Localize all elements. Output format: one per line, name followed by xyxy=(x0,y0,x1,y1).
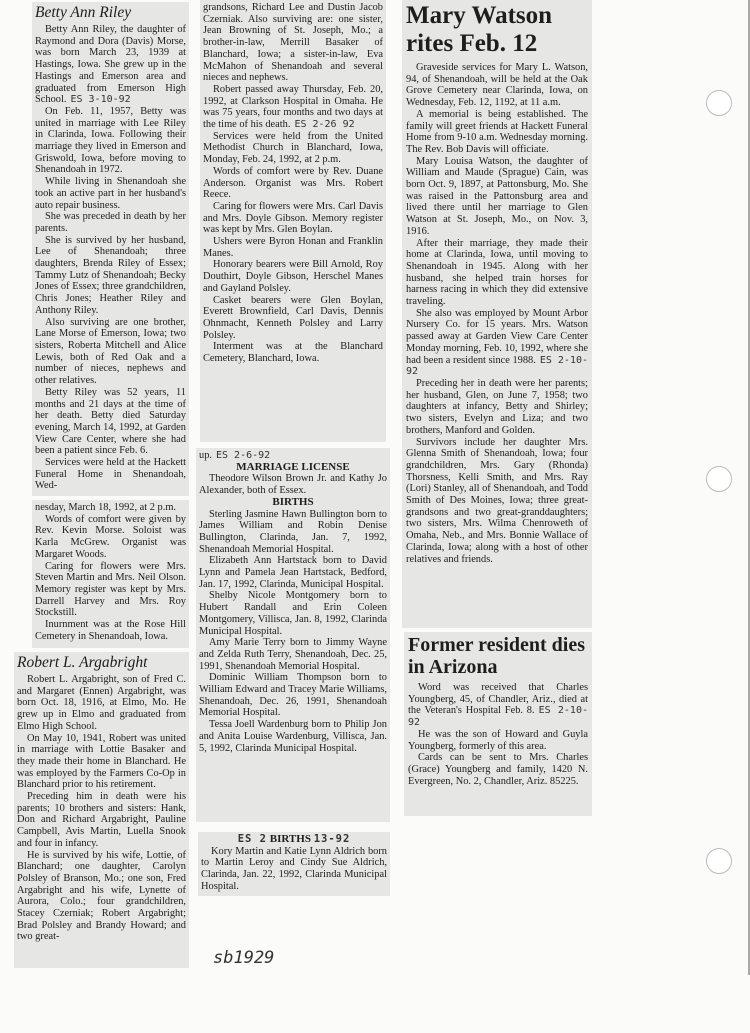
youngberg-p3: Cards can be sent to Mrs. Charles (Grace) Youngberg and family, 1420 N. Evergreen, No. 2, Chandler, Ariz. 85225. xyxy=(408,752,588,787)
watson-p3: Mary Louisa Watson, the daughter of William and Maude (Sprague) Cain, was born Oct. 9, 1897, at Pattonsburg, Mo. She was raised in the Pattonsburg area and lived there until her marriage to Glen Watson at St. Joseph, Mo., on Nov. 3, 1916. xyxy=(406,155,588,237)
youngberg-p1: Word was received that Charles Youngberg, 45, of Chandler, Ariz., died at the Veteran's Hospital Feb. 8. ES 2-10-92 xyxy=(408,682,588,729)
birth-entry-6: Tessa Joell Wardenburg born to Philip Jon and Anita Louise Wardenburg, Villisca, Jan. 5, 1992, Clarinda Municipal Hospital. xyxy=(199,719,387,754)
clipping-riley-cont xyxy=(32,500,189,648)
birth-entry-aldrich: Kory Martin and Katie Lynn Aldrich born to Martin Leroy and Cindy Sue Aldrich, Clarinda, Jan. 22, 1992, Clarinda Municipal Hospital. xyxy=(201,845,387,892)
watson-p4: After their marriage, they made their home at Clarinda, Iowa, until moving to Shenandoah in 1945. Along with her husband, she helped train horses for harness racing in which they did extensive traveling. xyxy=(406,237,588,308)
youngberg-p2: He was the son of Howard and Guyla Youngberg, formerly of this area. xyxy=(408,728,588,752)
riley-cont-p3: Caring for flowers were Mrs. Steven Martin and Mrs. Neil Olson. Memory register was kept by Mrs. Darrell Harvey and Mrs. Roy Stockstill. xyxy=(35,560,186,619)
argabright-cont-p8: Casket bearers were Glen Boylan, Everett Brownfield, Carl Davis, Dennis Ohnmacht, Kenneth Polsley and Larry Polsley. xyxy=(203,294,383,341)
argabright-cont-p1: grandsons, Richard Lee and Dustin Jacob Czerniak. Also surviving are: one sister, Jean Browning of St. Joseph, Mo.; a brother-in-law, Merrill Basaker of Blanchard, Iowa; a sister-in-law, Eva McMahon of Shenandoah and several nieces and nephews. xyxy=(203,2,383,84)
obit-name-riley: Betty Ann Riley xyxy=(35,4,132,21)
headline-watson: Mary Watson rites Feb. 12 xyxy=(406,2,553,57)
obit-name-argabright: Robert L. Argabright xyxy=(17,654,148,671)
clipping-births-2 xyxy=(198,832,390,896)
births-heading-2: ES 2 BIRTHS 13-92 xyxy=(237,833,351,845)
riley-p4: She was preceded in death by her parents. xyxy=(35,211,186,234)
marriage-license-heading: MARRIAGE LICENSE xyxy=(236,460,350,473)
birth-entry-1: Sterling Jasmine Hawn Bullington born to James William and Robin Denise Bullington, Clarinda, Jan. 7, 1992, Shenandoah Memorial Hospital. xyxy=(199,508,387,555)
watson-p5: She also was employed by Mount Arbor Nursery Co. for 15 years. Mrs. Watson passed away at Garden View Care Center Monday morning, Feb. 10, 1992, where she had been a resident since 1988. ES 2-10-92 xyxy=(406,307,589,378)
binder-hole-top xyxy=(706,90,732,116)
birth-entry-2: Elizabeth Ann Hartstack born to David Lynn and Pamela Jean Hartstack, Bedford, Jan. 17, 1992, Clarinda, Municipal Hospital. xyxy=(199,555,387,590)
clipping-youngberg xyxy=(404,632,592,816)
handwritten-date: ES 2-26 92 xyxy=(294,119,355,131)
riley-p6: Also surviving are one brother, Lane Morse of Emerson, Iowa; two sisters, Roberta Mitchell and Alice Lewis, both of Red Oak and a number of nieces, nephews and other relatives. xyxy=(35,316,186,387)
argabright-cont-p7: Honorary bearers were Bill Arnold, Roy Douthirt, Doyle Gibson, Herschel Manes and Gayland Polsley. xyxy=(203,259,383,294)
binder-hole-middle xyxy=(706,466,732,492)
riley-cont-p2: Words of comfort were given by Rev. Kevin Morse. Soloist was Karla McGrew. Organist was Margaret Woods. xyxy=(35,513,186,560)
birth-entry-3: Shelby Nicole Montgomery born to Hubert Randall and Erin Coleen Montgomery, Villisca, Jan. 8, 1992, Clarinda Municipal Hospital. xyxy=(199,590,387,637)
riley-p7: Betty Riley was 52 years, 11 months and 21 days at the time of her death. Betty died Saturday evening, March 14, 1992, at Garden View Care Center, where she had been a patient since Feb. 6. xyxy=(35,386,186,457)
argabright-p2: On May 10, 1941, Robert was united in marriage with Lottie Basaker and they made their home in Blanchard. He was employed by the Farmers Co-Op in Blanchard prior to his retirement. xyxy=(17,732,186,791)
argabright-cont-p5: Caring for flowers were Mrs. Carl Davis and Mrs. Doyle Gibson. Memory register was kept by Mrs. Glen Boylan. xyxy=(203,200,383,236)
watson-p7: Survivors include her daughter Mrs. Glenna Smith of Shenandoah, Iowa; four grandchildren, Mrs. Gary (Rhonda) Thorsness, Kelli Smith, and Mrs. Ray (Lori) Stanley, all of Shenandoah, and Todd Smith of Des Moines, Iowa; three great-grandsons and two great-granddaughters; two sisters, Mrs. Wilma Chenroweth of Omaha, Neb., and Mrs. Bonnie Wallace of Clarinda, Iowa; along with a host of other relatives and friends. xyxy=(406,436,588,565)
argabright-cont-p4: Words of comfort were by Rev. Duane Anderson. Organist was Mrs. Robert Reece. xyxy=(203,165,383,201)
headline-youngberg: Former resident dies in Arizona xyxy=(408,634,586,678)
argabright-cont-p9: Interment was at the Blanchard Cemetery, Blanchard, Iowa. xyxy=(203,341,383,365)
argabright-p1: Robert L. Argabright, son of Fred C. and Margaret (Ennen) Argabright, was born Oct. 18, 1916, at Elmo, Mo. He grew up in Elmo and graduated from Elmo High School. xyxy=(17,674,186,732)
argabright-p4: He is survived by his wife, Lottie, of Blanchard; one daughter, Carolyn Polsley of Branson, Mo.; one son, Fred Argabright and his wife, Lynette of Aurora, Colo.; four grandchildren, Stacey Czerniak; Robert Argabright; Brad Polsley and Brandy Howard; and two great- xyxy=(17,849,186,943)
argabright-p3: Preceding him in death were his parents; 10 brothers and sisters: Hank, Don and Richard Argabright, Pauline Campbell, Avis Martin, Luella Snook and four in infancy. xyxy=(17,791,186,849)
argabright-cont-p6: Ushers were Byron Honan and Franklin Manes. xyxy=(203,236,383,259)
birth-entry-4: Amy Marie Terry born to Jimmy Wayne and Zelda Ruth Terry, Shenandoah, Dec. 25, 1991, Shenandoah Memorial Hospital. xyxy=(199,637,387,672)
riley-p5: She is survived by her husband, Lee of Shenandoah; three daughters, Brenda Riley of Essex; Tammy Lutz of Shenandoah; Becky Jones of Essex; three grandchildren, Chris Jones; Heather Riley and Anthony Riley. xyxy=(35,234,186,316)
handwritten-date: ES 2-10-92 xyxy=(408,705,588,729)
clipping-argabright xyxy=(14,652,189,968)
riley-p8: Services were held at the Hackett Funeral Home in Shenandoah, Wed- xyxy=(35,457,186,492)
clipping-records xyxy=(196,448,390,822)
clipping-riley xyxy=(32,2,189,496)
riley-cont-p4: Inurnment was at the Rose Hill Cemetery in Shenandoah, Iowa. xyxy=(35,619,186,642)
birth-entry-5: Dominic William Thompson born to William Edward and Tracey Marie Williams, Shenandoah, Dec. 26, 1991, Shenandoah Memorial Hospital. xyxy=(199,672,387,719)
handwritten-date: ES 3-10-92 xyxy=(70,94,131,106)
riley-p1: Betty Ann Riley, the daughter of Raymond and Dora (Davis) Morse, was born March 23, 1939 at Hastings, Iowa. She grew up in the Hastings and Emerson area and graduated from Emerson High School. ES 3-10-92 xyxy=(35,24,186,106)
argabright-cont-p3: Services were held from the United Methodist Church in Blanchard, Iowa, Monday, Feb. 24, 1992, at 2 p.m. xyxy=(203,130,383,166)
clipping-watson xyxy=(402,0,592,628)
births-heading: BIRTHS xyxy=(272,495,314,508)
handwritten-date: ES 2-6-92 xyxy=(216,450,271,461)
handwritten-date: ES 2-10-92 xyxy=(406,354,589,378)
riley-cont-p1: nesday, March 18, 1992, at 2 p.m. xyxy=(35,502,177,513)
riley-p3: While living in Shenandoah she took an active part in her husband's auto repair business. xyxy=(35,176,186,211)
riley-p2: On Feb. 11, 1957, Betty was united in marriage with Lee Riley in Clarinda, Iowa. Following their marriage they lived in Emerson and Griswold, Iowa, before moving to Shenandoah in 1972. xyxy=(35,105,186,176)
marriage-entry: Theodore Wilson Brown Jr. and Kathy Jo Alexander, both of Essex. xyxy=(199,473,387,497)
binder-hole-bottom xyxy=(706,848,732,874)
watson-p2: A memorial is being established. The family will greet friends at Hackett Funeral Home from 9-10 a.m. Wednesday morning. The Rev. Bob Davis will officiate. xyxy=(406,108,588,155)
records-lead: up. ES 2-6-92 xyxy=(199,450,271,461)
clipping-argabright-cont xyxy=(200,0,386,442)
catalog-number: sb1929 xyxy=(213,948,275,968)
watson-p1: Graveside services for Mary L. Watson, 94, of Shenandoah, will be held at the Oak Grove Cemetery near Clarinda, Iowa, on Wednesday, Feb. 12, 1192, at 11 a.m. xyxy=(406,62,588,109)
argabright-cont-p2: Robert passed away Thursday, Feb. 20, 1992, at Clarkson Hospital in Omaha. He was 75 years, four months and two days at the time of his death. ES 2-26 92 xyxy=(203,83,383,131)
watson-p6: Preceding her in death were her parents; her husband, Glen, on June 7, 1958; two daughters at infancy, Betty and Shirley; two sisters, Evelyn and Liza; and two brothers, Manford and Golden. xyxy=(406,377,588,436)
